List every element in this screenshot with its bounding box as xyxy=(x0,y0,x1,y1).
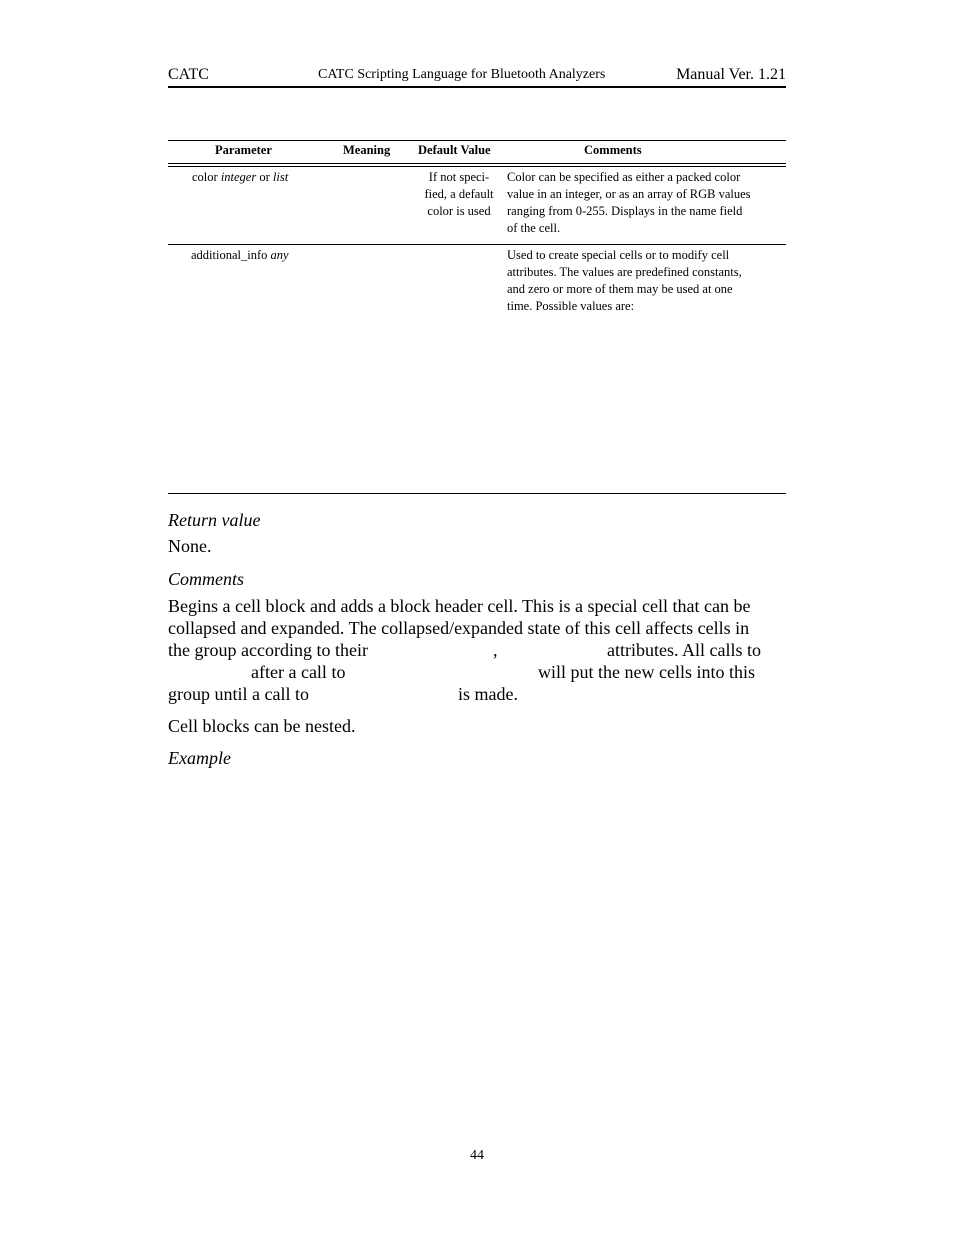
param-additional-info xyxy=(191,247,289,264)
param-name: additional_info xyxy=(191,248,268,262)
comment-line: attributes. The values are predefined constants, xyxy=(507,265,742,279)
text-run: after a call to xyxy=(251,662,346,682)
text-run: Begins a cell block and adds a block header cell. This is a special cell that can be xyxy=(168,596,751,616)
comments-heading: Comments xyxy=(168,569,244,589)
comment-line: Used to create special cells or to modify cell xyxy=(507,248,730,262)
table-header-row xyxy=(168,143,786,161)
param-name: color xyxy=(192,170,218,184)
table-top-rule xyxy=(168,140,786,141)
comments-line xyxy=(168,595,786,617)
param-connector: or xyxy=(259,170,270,184)
comment-line: value in an integer, or as an array of RGB values xyxy=(507,187,751,201)
return-value-text: None. xyxy=(168,536,212,556)
text-run: collapsed and expanded. The collapsed/expanded state of this cell affects cells in xyxy=(168,618,750,638)
header-version: Manual Ver. 1.21 xyxy=(676,66,786,83)
nested-note: Cell blocks can be nested. xyxy=(168,716,356,736)
row-separator xyxy=(168,244,786,245)
param-type: integer xyxy=(220,170,257,184)
default-value-color xyxy=(416,169,502,220)
comment-line: and zero or more of them may be used at one xyxy=(507,282,733,296)
header-company: CATC xyxy=(168,66,209,83)
text-run: group until a call to xyxy=(168,684,309,704)
table-header-double-rule xyxy=(168,163,786,167)
example-heading: Example xyxy=(168,748,231,768)
column-header-meaning: Meaning xyxy=(343,143,391,157)
text-run: attributes. All calls to xyxy=(607,640,761,660)
column-header-default-value: Default Value xyxy=(418,143,491,157)
running-header xyxy=(168,64,786,88)
default-line: fied, a default xyxy=(424,187,494,201)
default-line: color is used xyxy=(427,204,491,218)
column-header-comments: Comments xyxy=(584,143,642,157)
param-type: list xyxy=(272,170,289,184)
text-run: will put the new cells into this xyxy=(538,662,755,682)
text-run: is made. xyxy=(458,684,518,704)
table-bottom-rule xyxy=(168,493,786,494)
comments-additional-info xyxy=(507,247,786,315)
column-header-parameter: Parameter xyxy=(215,143,272,157)
param-type: any xyxy=(270,248,289,262)
comment-line: ranging from 0-255. Displays in the name field xyxy=(507,204,743,218)
comment-line: Color can be specified as either a packed color xyxy=(507,170,741,184)
page-number: 44 xyxy=(470,1148,484,1163)
comment-line: time. Possible values are: xyxy=(507,299,635,313)
param-color xyxy=(192,169,288,186)
comment-line: of the cell. xyxy=(507,221,561,235)
comments-line xyxy=(168,639,786,661)
comments-line xyxy=(168,617,786,639)
header-title: CATC Scripting Language for Bluetooth Analyzers xyxy=(318,67,606,82)
return-value-heading: Return value xyxy=(168,510,261,530)
text-run: the group according to their xyxy=(168,640,368,660)
default-line: If not speci- xyxy=(428,170,490,184)
comments-paragraph xyxy=(168,595,786,705)
text-run: , xyxy=(493,640,498,660)
comments-line xyxy=(168,661,786,683)
comments-color xyxy=(507,169,786,237)
comments-line xyxy=(168,683,786,705)
